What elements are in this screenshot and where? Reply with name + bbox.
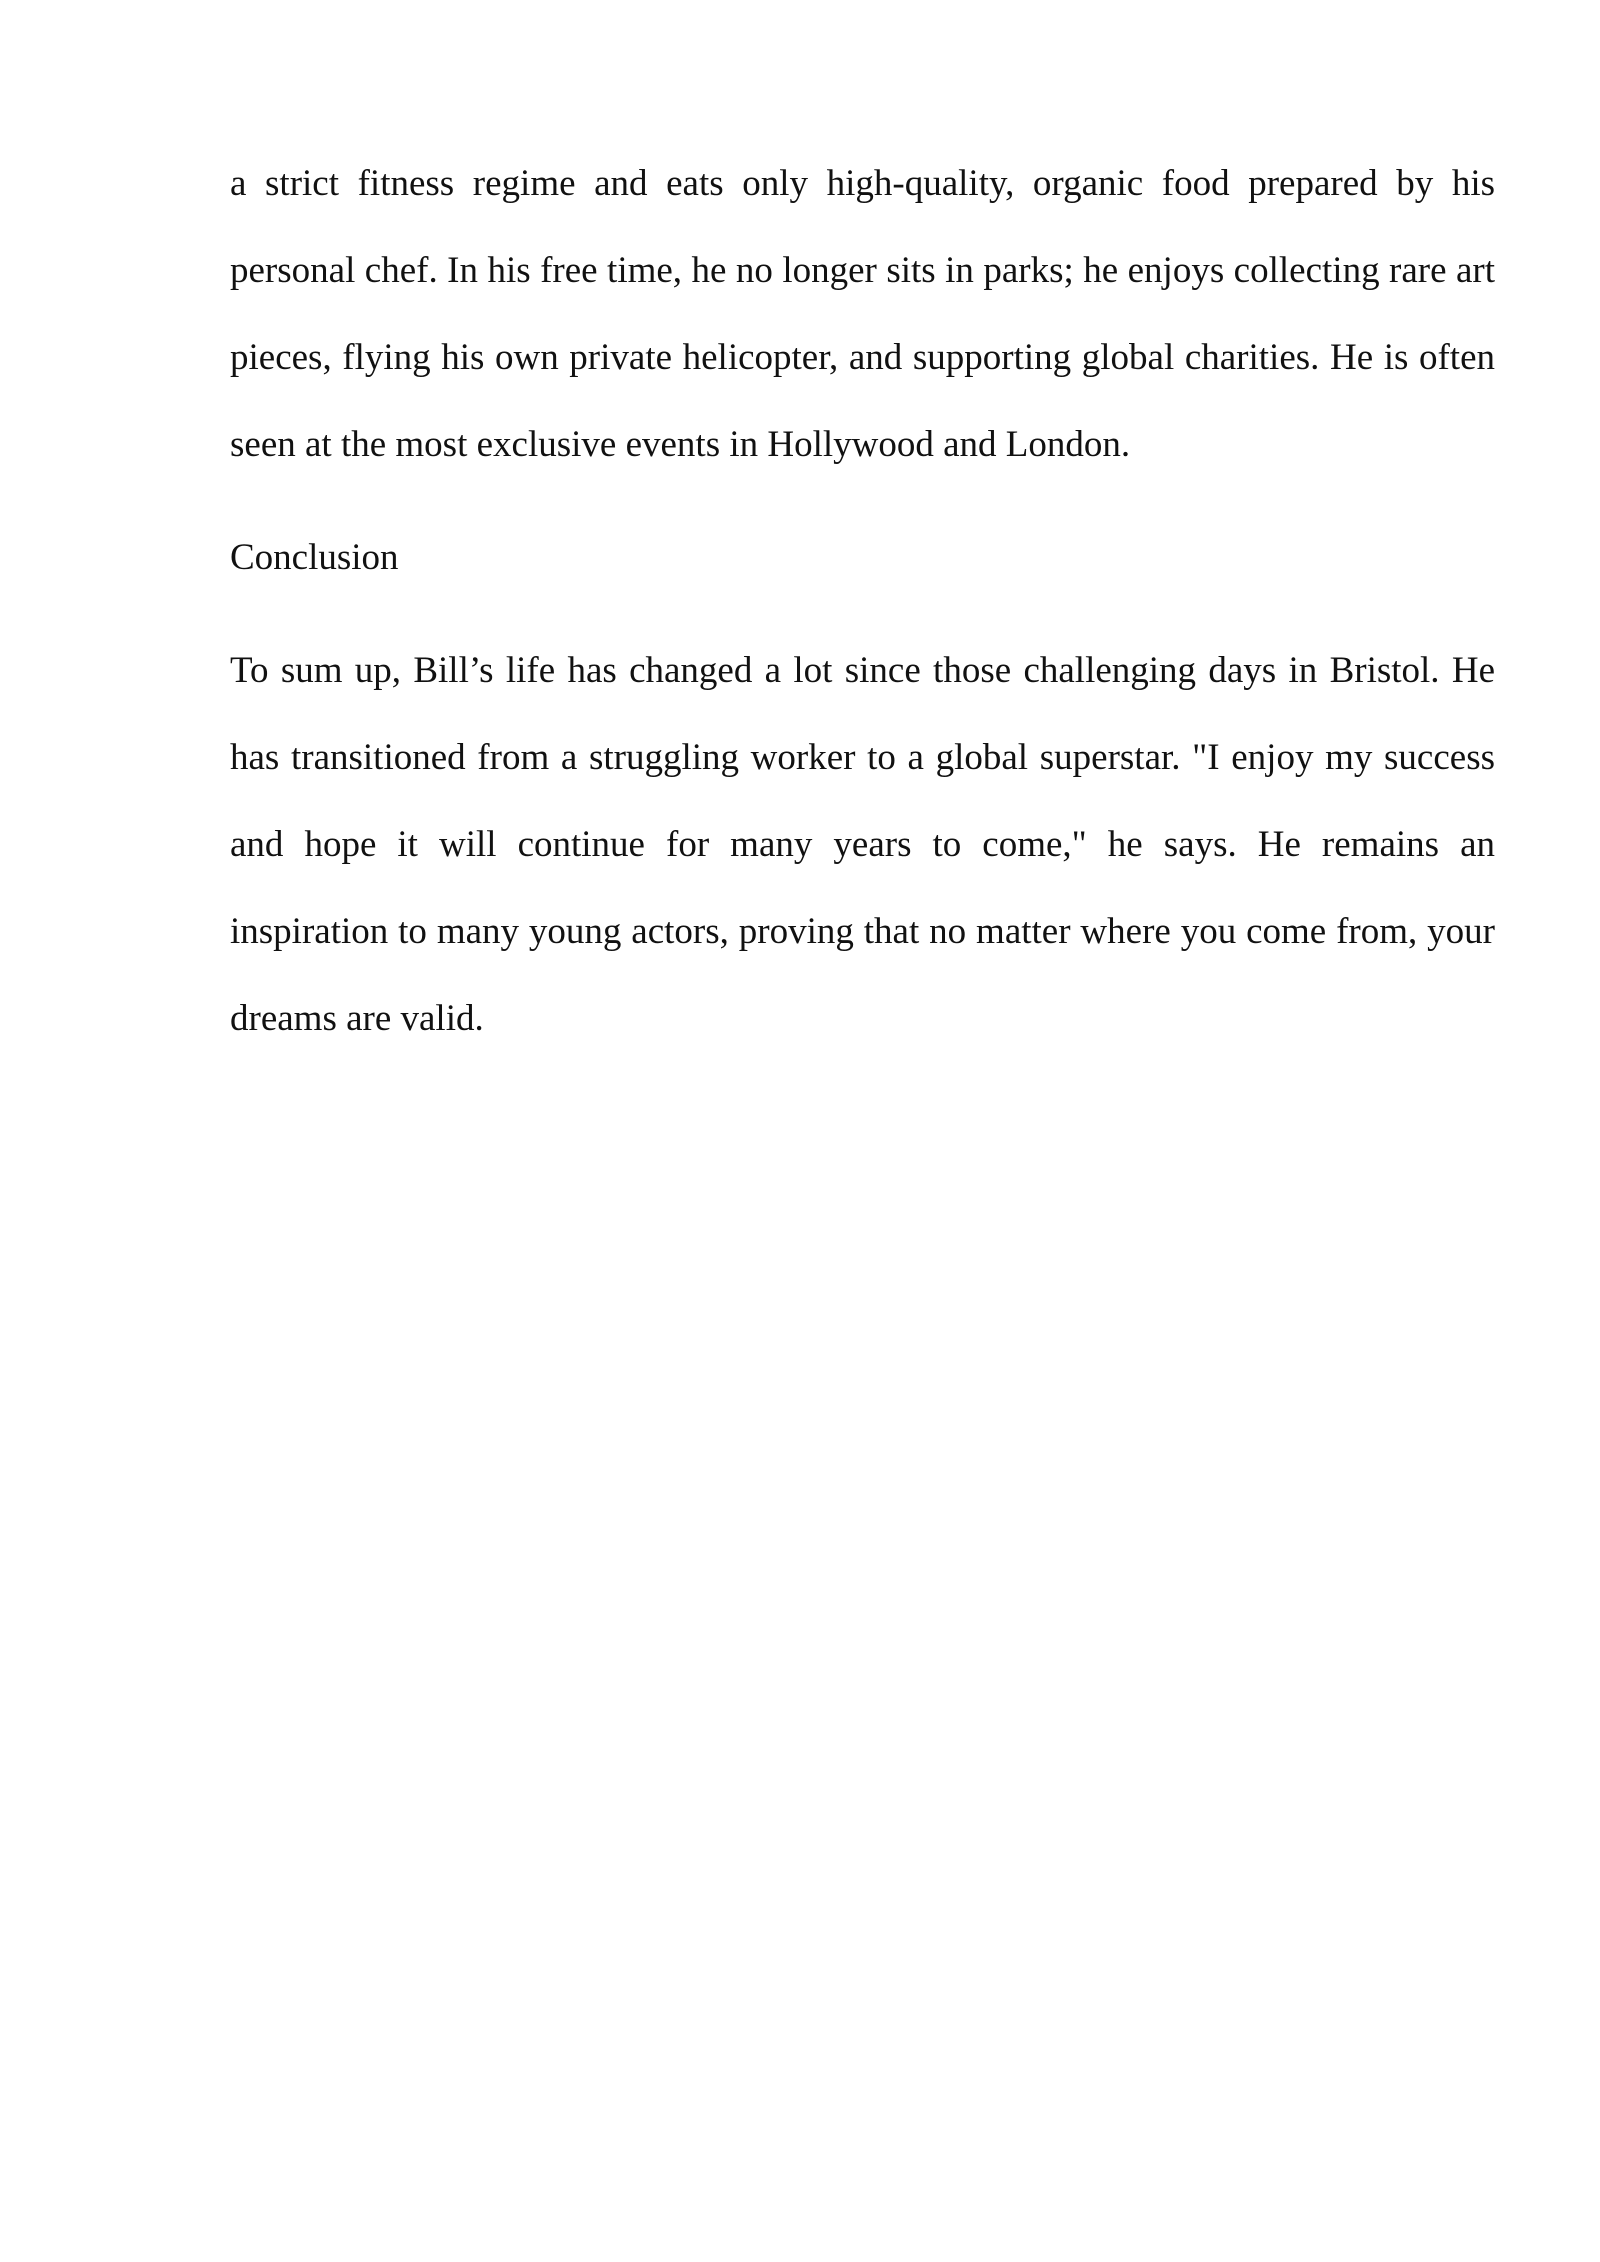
paragraph-conclusion: To sum up, Bill’s life has changed a lot since those challenging days in Bristol. He has transitioned from a struggling worker to a global superstar. "I enjoy my success and hope it will continue for many years to come," he says. He remains an inspiration to many young actors, proving that no matter where you come from, your dreams are valid. <box>230 650 1495 1039</box>
paragraph-continuation: a strict fitness regime and eats only high-quality, organic food prepared by his personal chef. In his free time, he no longer sits in parks; he enjoys collecting rare art pieces, flying his own private helicopter, and supporting global charities. He is often seen at the most exclusive events in Hollywood and London. <box>230 163 1495 465</box>
document-body <box>230 140 1495 1062</box>
section-heading-conclusion: Conclusion <box>230 537 399 578</box>
